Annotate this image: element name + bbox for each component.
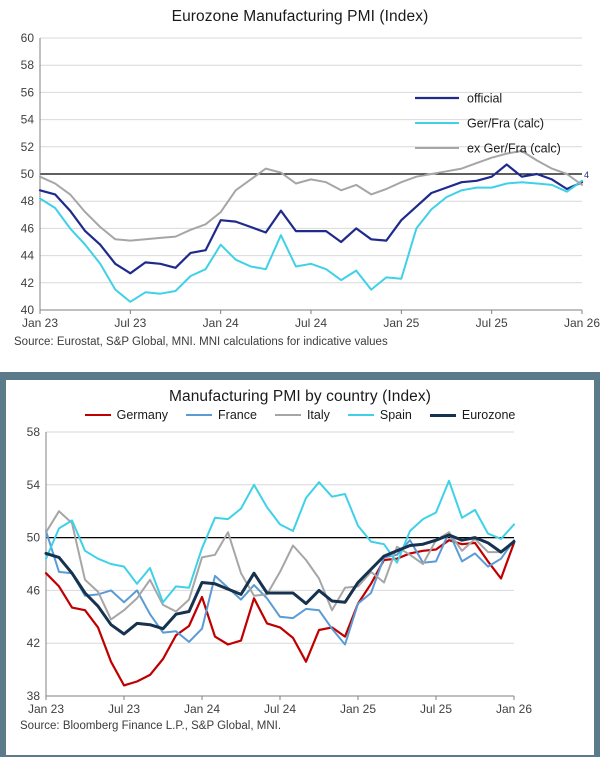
end-value-label: 4 [584, 170, 590, 181]
series-line-eurozone [46, 535, 514, 634]
y-axis-tick-label: 50 [20, 167, 34, 181]
legend-label-ex-ger-fra-calc-: ex Ger/Fra (calc) [467, 141, 561, 156]
x-axis-tick-label: Jul 23 [107, 702, 141, 716]
legend-swatch-france [186, 414, 212, 416]
series-line-official [40, 165, 582, 274]
y-axis-tick-label: 46 [26, 583, 40, 598]
y-axis-tick-label: 54 [20, 112, 34, 127]
x-axis-tick-label: Jul 24 [263, 702, 297, 716]
y-axis-tick-label: 46 [20, 221, 34, 236]
legend-swatch-spain [348, 414, 374, 416]
legend-item-spain [348, 408, 412, 422]
x-axis-tick-label: Jul 24 [294, 316, 328, 330]
y-axis-tick-label: 56 [20, 85, 34, 100]
series-line-ger-fra-calc- [40, 181, 582, 302]
x-axis-tick-label: Jul 25 [475, 316, 508, 330]
top-chart-title: Eurozone Manufacturing PMI (Index) [171, 8, 429, 25]
y-axis-tick-label: 52 [20, 139, 34, 154]
legend-item-italy [275, 408, 330, 422]
x-axis-tick-label: Jan 25 [383, 316, 420, 330]
series-line-germany [46, 540, 514, 685]
y-axis-tick-label: 42 [20, 275, 34, 290]
y-axis-tick-label: 48 [20, 194, 34, 209]
x-axis-tick-label: Jan 25 [339, 702, 377, 716]
legend-label-ger-fra-calc-: Ger/Fra (calc) [467, 116, 545, 131]
legend-label-spain: Spain [379, 408, 412, 422]
x-axis-tick-label: Jul 25 [419, 702, 453, 716]
legend-label-official: official [467, 91, 503, 106]
y-axis-tick-label: 54 [26, 477, 40, 492]
legend-label-france: France [218, 408, 257, 422]
y-axis-tick-label: 58 [26, 425, 40, 439]
top-source-note: Source: Eurostat, S&P Global, MNI. MNI calculations for indicative values [14, 336, 388, 348]
legend-swatch-eurozone [430, 414, 456, 417]
legend-label-eurozone: Eurozone [461, 408, 516, 422]
y-axis-tick-label: 38 [26, 689, 40, 703]
top-plot-wrap [0, 26, 600, 336]
bottom-chart-panel [6, 380, 594, 755]
legend-label-italy: Italy [306, 408, 330, 422]
x-axis-tick-label: Jan 24 [183, 702, 221, 716]
x-axis-tick-label: Jan 26 [495, 702, 533, 716]
top-chart-svg [0, 26, 600, 336]
x-axis-tick-label: Jan 26 [563, 316, 600, 330]
y-axis-tick-label: 40 [20, 303, 34, 317]
series-line-ex-ger-fra-calc- [40, 151, 582, 241]
y-axis-tick-label: 44 [20, 248, 34, 263]
y-axis-tick-label: 50 [26, 530, 40, 545]
bottom-chart-title: Manufacturing PMI by country (Index) [168, 388, 432, 405]
legend-item-france [186, 408, 257, 422]
x-axis-tick-label: Jan 24 [202, 316, 239, 330]
top-chart-panel [0, 0, 600, 372]
legend-swatch-germany [85, 414, 111, 416]
panel-divider [0, 372, 600, 380]
legend-item-eurozone [430, 408, 516, 422]
y-axis-tick-label: 60 [20, 31, 34, 45]
x-axis-tick-label: Jan 23 [21, 316, 59, 330]
y-axis-tick-label: 42 [26, 636, 40, 651]
x-axis-tick-label: Jan 23 [27, 702, 65, 716]
bottom-chart-legend [6, 408, 594, 422]
legend-item-germany [85, 408, 168, 422]
bottom-chart-svg [6, 422, 594, 722]
x-axis-tick-label: Jul 23 [114, 316, 147, 330]
legend-swatch-italy [275, 414, 301, 416]
y-axis-tick-label: 58 [20, 58, 34, 73]
legend-label-germany: Germany [116, 408, 169, 422]
bottom-source-note: Source: Bloomberg Finance L.P., S&P Global, MNI. [20, 720, 282, 732]
bottom-plot-wrap [6, 422, 594, 722]
